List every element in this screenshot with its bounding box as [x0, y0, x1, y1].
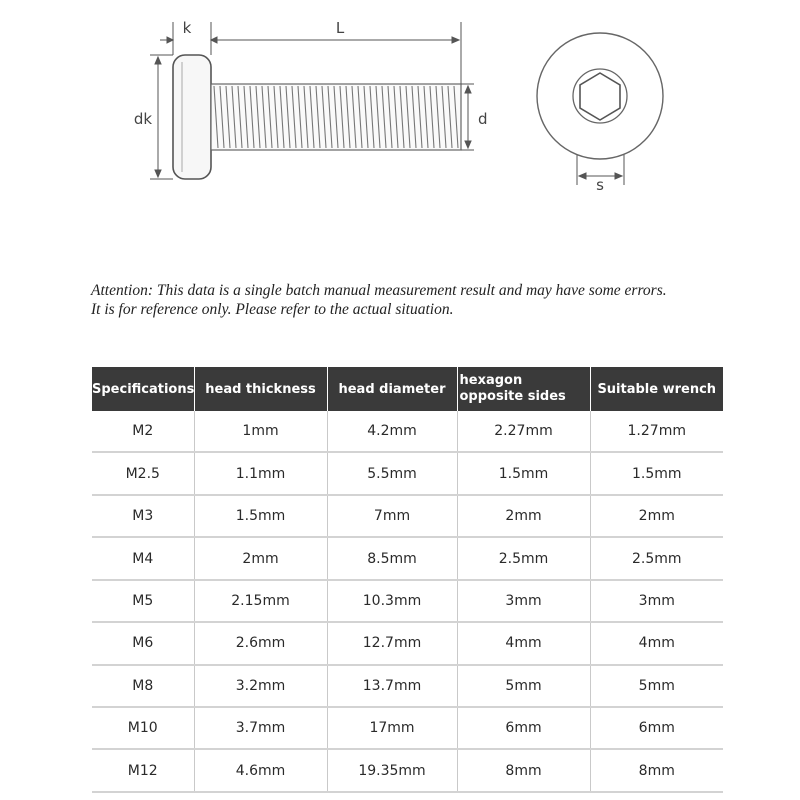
cell-specification: M12 — [92, 749, 194, 792]
cell-suitable-wrench: 2.5mm — [590, 537, 723, 579]
table-row — [92, 707, 723, 749]
cell-head-diameter: 19.35mm — [327, 749, 457, 792]
table-header-row — [92, 367, 723, 411]
screw-head — [173, 55, 211, 179]
table-row — [92, 622, 723, 664]
header-specifications: Specifications — [92, 367, 194, 411]
cell-head-thickness: 2mm — [194, 537, 327, 579]
cell-hexagon-sides: 5mm — [457, 665, 590, 707]
cell-suitable-wrench: 2mm — [590, 495, 723, 537]
cell-head-diameter: 8.5mm — [327, 537, 457, 579]
cell-head-thickness: 3.2mm — [194, 665, 327, 707]
header-suitable-wrench: Suitable wrench — [590, 367, 723, 411]
cell-head-diameter: 5.5mm — [327, 452, 457, 494]
cell-head-diameter: 17mm — [327, 707, 457, 749]
cell-hexagon-sides: 3mm — [457, 580, 590, 622]
specification-table — [92, 367, 723, 793]
cell-hexagon-sides: 2.27mm — [457, 411, 590, 452]
label-k: k — [182, 19, 192, 37]
label-d: d — [478, 110, 488, 128]
table-row — [92, 749, 723, 792]
screw-side-view — [173, 55, 461, 179]
cell-head-thickness: 2.15mm — [194, 580, 327, 622]
table-row — [92, 665, 723, 707]
table-row — [92, 452, 723, 494]
cell-suitable-wrench: 5mm — [590, 665, 723, 707]
label-s: s — [596, 176, 604, 194]
cell-hexagon-sides: 8mm — [457, 749, 590, 792]
cell-head-diameter: 12.7mm — [327, 622, 457, 664]
screw-dimension-diagram — [0, 0, 800, 260]
header-head-thickness: head thickness — [194, 367, 327, 411]
cell-head-diameter: 4.2mm — [327, 411, 457, 452]
table-row — [92, 495, 723, 537]
cell-head-thickness: 3.7mm — [194, 707, 327, 749]
header-head-diameter: head diameter — [327, 367, 457, 411]
table-row — [92, 580, 723, 622]
cell-hexagon-sides: 4mm — [457, 622, 590, 664]
cell-suitable-wrench: 1.5mm — [590, 452, 723, 494]
cell-hexagon-sides: 1.5mm — [457, 452, 590, 494]
cell-head-thickness: 4.6mm — [194, 749, 327, 792]
table-row — [92, 537, 723, 579]
screw-head-top-view — [537, 33, 663, 159]
cell-head-thickness: 1.5mm — [194, 495, 327, 537]
label-dk: dk — [133, 110, 153, 128]
cell-head-thickness: 1mm — [194, 411, 327, 452]
table-row — [92, 411, 723, 452]
cell-specification: M5 — [92, 580, 194, 622]
cell-specification: M3 — [92, 495, 194, 537]
cell-suitable-wrench: 1.27mm — [590, 411, 723, 452]
cell-head-thickness: 2.6mm — [194, 622, 327, 664]
cell-suitable-wrench: 4mm — [590, 622, 723, 664]
cell-head-diameter: 13.7mm — [327, 665, 457, 707]
cell-specification: M6 — [92, 622, 194, 664]
attention-notice — [91, 281, 781, 319]
notice-line-2: It is for reference only. Please refer to the actual situation. — [91, 301, 454, 318]
cell-specification: M2 — [92, 411, 194, 452]
header-hexagon-opposite-sides: hexagon opposite sides — [457, 367, 590, 411]
cell-head-diameter: 7mm — [327, 495, 457, 537]
cell-specification: M2.5 — [92, 452, 194, 494]
cell-specification: M4 — [92, 537, 194, 579]
cell-hexagon-sides: 6mm — [457, 707, 590, 749]
cell-hexagon-sides: 2mm — [457, 495, 590, 537]
cell-suitable-wrench: 3mm — [590, 580, 723, 622]
cell-suitable-wrench: 6mm — [590, 707, 723, 749]
cell-suitable-wrench: 8mm — [590, 749, 723, 792]
label-L: L — [335, 19, 345, 37]
cell-head-thickness: 1.1mm — [194, 452, 327, 494]
notice-line-1: Attention: This data is a single batch manual measurement result and may have some errors. — [91, 282, 667, 299]
cell-head-diameter: 10.3mm — [327, 580, 457, 622]
cell-specification: M8 — [92, 665, 194, 707]
cell-specification: M10 — [92, 707, 194, 749]
cell-hexagon-sides: 2.5mm — [457, 537, 590, 579]
